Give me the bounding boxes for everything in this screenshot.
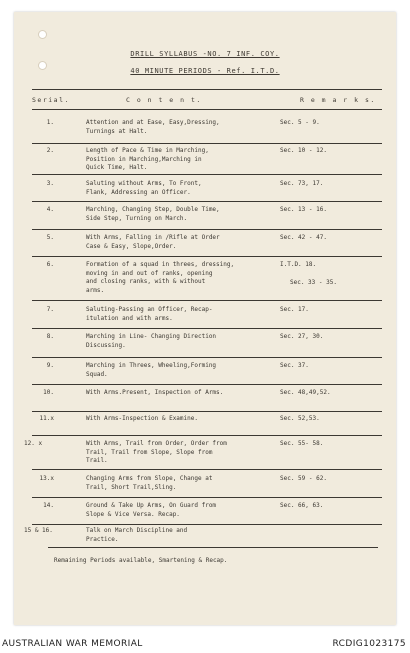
serial-header: Serial. — [32, 96, 70, 104]
serial-number: 14. — [43, 502, 54, 509]
content-cell: Marching, Changing Step, Double Time, Side Step, Turning on March. — [86, 206, 220, 222]
remarks-cell: Sec. 73, 17. — [280, 180, 324, 187]
serial-number: 1. — [46, 119, 54, 126]
serial-number: 15 & 16. — [24, 527, 53, 534]
footer-note: Remaining Periods available, Smartening & Recap. — [54, 557, 228, 564]
row-rule — [32, 469, 382, 470]
content-cell: With Arms-Inspection & Examine. — [86, 415, 198, 422]
row-rule — [32, 256, 382, 257]
content-cell: Talk on March Discipline and Practice. — [86, 527, 188, 543]
remarks-cell: Sec. 13 - 16. — [280, 206, 327, 213]
remarks-cell: Sec. 27, 30. — [280, 333, 324, 340]
content-cell: Length of Pace & Time in Marching, Position in Marching,Marching in Quick Time, Halt. — [86, 147, 209, 171]
serial-number: 11.x — [39, 415, 54, 422]
remarks-cell: Sec. 42 - 47. — [280, 234, 327, 241]
archive-id: RCDIG1023175 — [332, 639, 406, 649]
remarks-cell: Sec. 55- 58. — [280, 440, 324, 447]
row-rule — [32, 524, 382, 525]
remarks-cell: I.T.D. 18. — [280, 261, 317, 268]
serial-number: 6. — [46, 261, 54, 268]
row-rule — [32, 497, 382, 498]
row-rule — [32, 384, 382, 385]
serial-number: 3. — [46, 180, 54, 187]
row-rule — [32, 435, 382, 436]
remarks-cell: Sec. 37. — [280, 362, 309, 369]
row-rule — [32, 300, 382, 301]
remarks-cell: Sec. 48,49,52. — [280, 389, 331, 396]
remarks-cell: Sec. 59 - 62. — [280, 475, 327, 482]
header-rule — [32, 89, 382, 90]
serial-number: 9. — [46, 362, 54, 369]
row-rule — [32, 174, 382, 175]
punch-hole — [38, 30, 47, 39]
document-sheet — [14, 12, 396, 625]
serial-number: 10. — [43, 389, 54, 396]
content-cell: With Arms, Falling in /Rifle at Order Case & Easy, Slope,Order. — [86, 234, 220, 250]
serial-number: 12. x — [24, 440, 43, 447]
serial-number: 2. — [46, 147, 54, 154]
remarks-cell-secondary: Sec. 33 - 35. — [290, 279, 337, 286]
remarks-cell: Sec. 52,53. — [280, 415, 320, 422]
serial-number: 5. — [46, 234, 54, 241]
serial-number: 4. — [46, 206, 54, 213]
content-cell: With Arms.Present, Inspection of Arms. — [86, 389, 224, 396]
content-cell: Saluting-Passing an Officer, Recap- itulation and with arms. — [86, 306, 213, 322]
content-cell: Changing Arms from Slope, Change at Trail, Short Trail,Sling. — [86, 475, 213, 491]
remarks-header: R e m a r k s. — [300, 96, 376, 104]
row-rule — [32, 411, 382, 412]
archive-caption: AUSTRALIAN WAR MEMORIAL — [2, 639, 143, 649]
content-cell: Marching in Line- Changing Direction Discussing. — [86, 333, 217, 349]
content-header: C o n t e n t. — [126, 96, 202, 104]
row-rule — [32, 229, 382, 230]
serial-number: 7. — [46, 306, 54, 313]
remarks-cell: Sec. 17. — [280, 306, 309, 313]
content-cell: Formation of a squad in threes, dressing, moving in and out of ranks, opening and closing ranks, with & without arms. — [86, 261, 235, 294]
remarks-cell: Sec. 66, 63. — [280, 502, 324, 509]
footer-rule — [48, 547, 378, 548]
row-rule — [32, 143, 382, 144]
row-rule — [32, 328, 382, 329]
serial-number: 13.x — [39, 475, 54, 482]
content-cell: Marching in Threes, Wheeling,Forming Squad. — [86, 362, 217, 378]
row-rule — [32, 201, 382, 202]
row-rule — [32, 357, 382, 358]
content-cell: Attention and at Ease, Easy,Dressing, Turnings at Halt. — [86, 119, 220, 135]
content-cell: With Arms, Trail from Order, Order from Trail, Trail from Slope, Slope from Trail. — [86, 440, 227, 464]
remarks-cell: Sec. 5 - 9. — [280, 119, 320, 126]
content-cell: Ground & Take Up Arms, On Guard from Slope & Vice Versa. Recap. — [86, 502, 217, 518]
remarks-cell: Sec. 10 - 12. — [280, 147, 327, 154]
content-cell: Saluting without Arms, To Front, Flank, Addressing an Officer. — [86, 180, 202, 196]
header-rule — [32, 109, 382, 110]
document-title: DRILL SYLLABUS -NO. 7 INF. COY. — [130, 50, 280, 58]
serial-number: 8. — [46, 333, 54, 340]
document-subtitle: 40 MINUTE PERIODS - Ref. I.T.D. — [130, 67, 280, 75]
